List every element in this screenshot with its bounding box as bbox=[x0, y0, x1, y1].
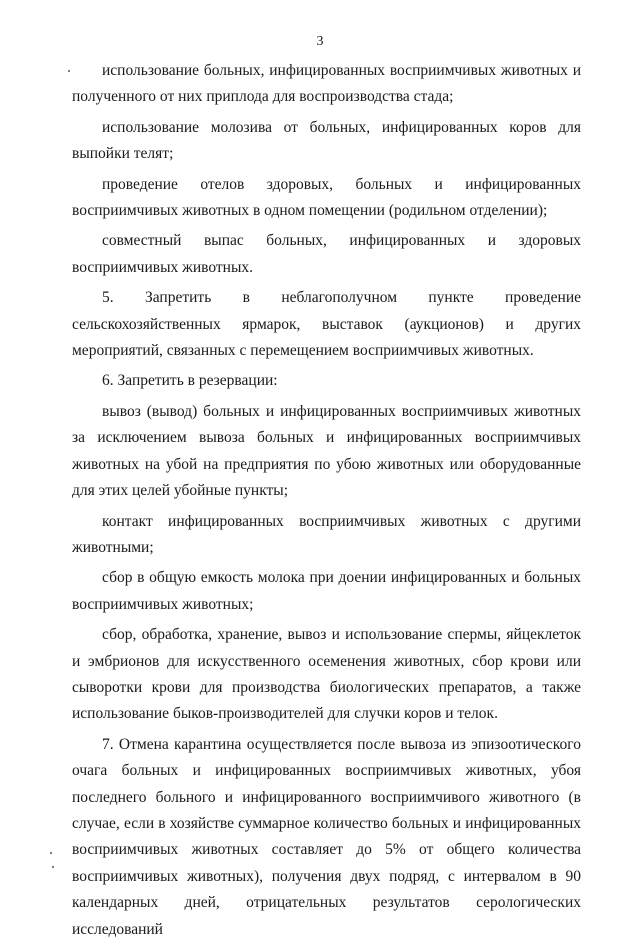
paragraph-animal-use: использование больных, инфицированных восприимчивых животных и полученного от них приплода для воспроизводства стада; bbox=[72, 62, 581, 106]
paragraph-sperm: сбор, обработка, хранение, вывоз и использование спермы, яйцеклеток и эмбрионов для искусственного осеменения животных, сбор крови или сыворотки крови для производства биологических препаратов, а также использование быков-производителей для случки коров и телок. bbox=[72, 626, 581, 723]
paragraph-colostrum: использование молозива от больных, инфицированных коров для выпойки телят; bbox=[72, 118, 581, 163]
paragraph-item-5: 5. Запретить в неблагополучном пункте проведение сельскохозяйственных ярмарок, выставок (аукционов) и других мероприятий, связанных с перемещением восприимчивых животных. bbox=[72, 289, 581, 360]
paragraph-calving: проведение отелов здоровых, больных и инфицированных восприимчивых животных в одном помещении (родильном отделении); bbox=[72, 175, 581, 220]
paragraph-item-7: 7. Отмена карантина осуществляется после вывоза из эпизоотического очага больных и инфицированных восприимчивых животных, убоя последнего больного и инфицированного восприимчивого животного (в случае, если в хозяйстве суммарное количество больных и инфицированных восприимчивых животных составляет до 5% от общего количества восприимчивых животных), получения двух подряд, с интервалом в 90 календарных дней, отрицательных результатов серологических исследований bbox=[72, 735, 581, 938]
page-number: 3 bbox=[316, 34, 324, 49]
paragraph-grazing: совместный выпас больных, инфицированных и здоровых восприимчивых животных. bbox=[72, 232, 581, 276]
scan-speck bbox=[68, 70, 70, 72]
scan-speck bbox=[52, 866, 54, 868]
document-body bbox=[72, 58, 581, 947]
scan-speck bbox=[50, 852, 52, 854]
paragraph-item-6: 6. Запретить в резервации: bbox=[102, 372, 278, 390]
paragraph-milk: сбор в общую емкость молока при доении инфицированных и больных восприимчивых животных; bbox=[72, 569, 581, 613]
paragraph-contact: контакт инфицированных восприимчивых животных с другими животными; bbox=[72, 512, 581, 556]
paragraph-export: вывоз (вывод) больных и инфицированных восприимчивых животных за исключением вывоза больных и инфицированных восприимчивых животных на убой на предприятия по убою животных или оборудованные для этих целей убойные пункты; bbox=[72, 402, 581, 500]
